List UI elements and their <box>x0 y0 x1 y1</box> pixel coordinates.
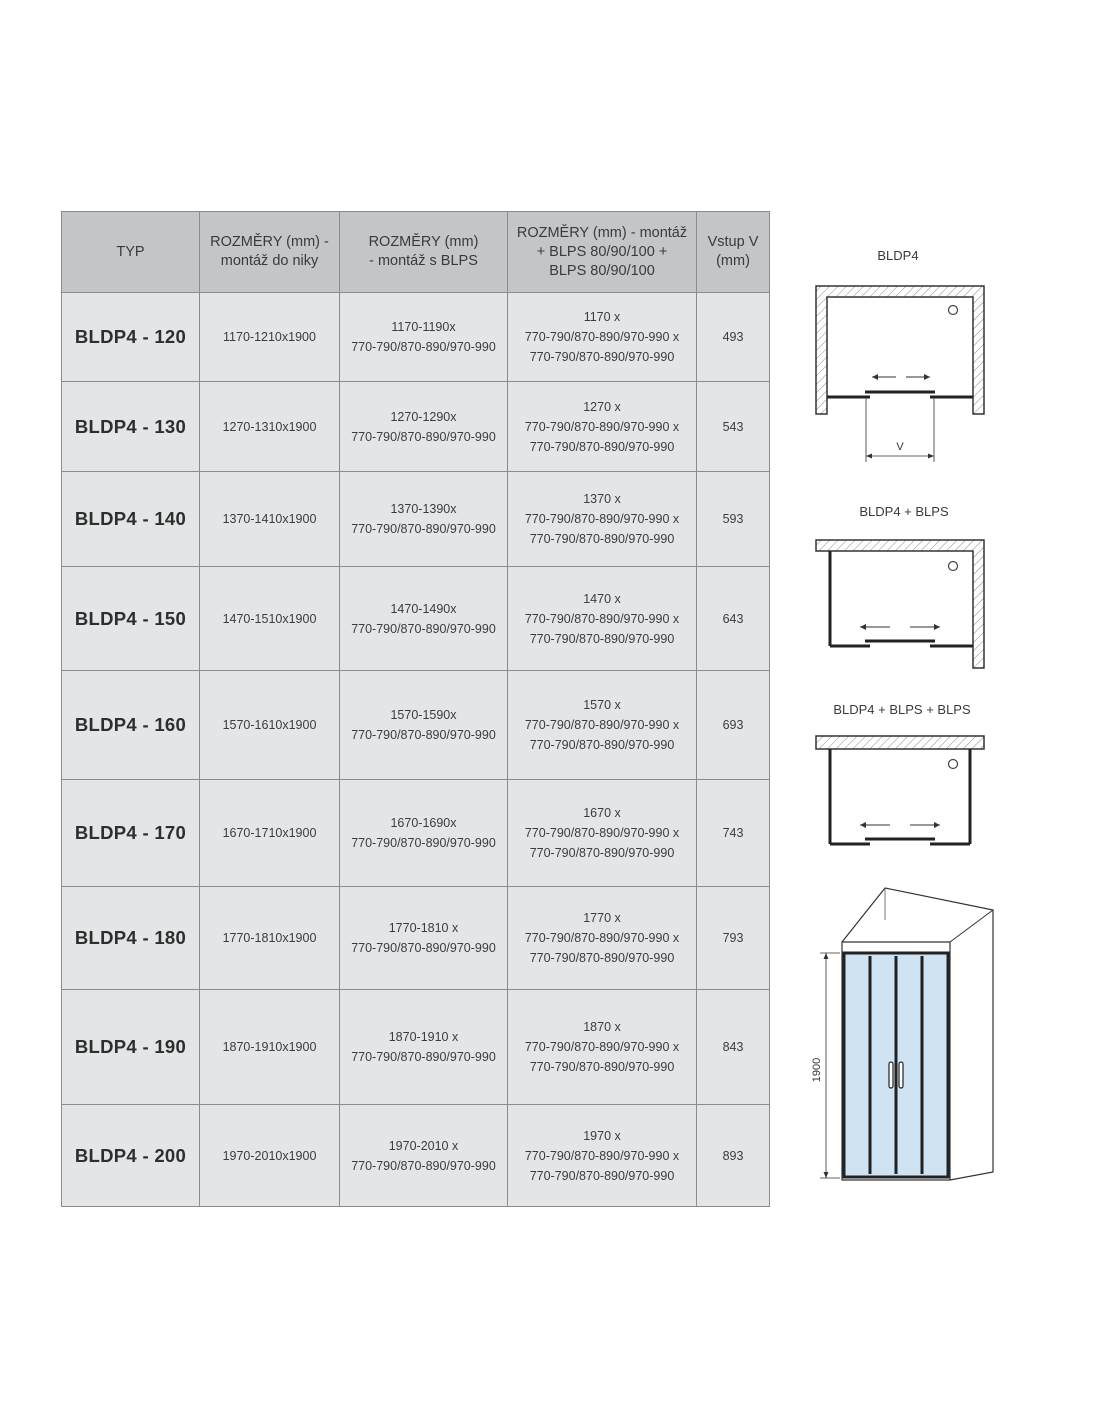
double-blps-size-cell-text: 1270 x <box>583 399 621 414</box>
niche-size-cell-text: 1270-1310x1900 <box>222 419 317 434</box>
double-blps-size-cell-text: 770-790/870-890/970-990 x <box>524 718 680 732</box>
double-blps-size-cell-text: 770-790/870-890/970-990 x <box>524 419 680 434</box>
double-blps-size-cell-text: 770-790/870-890/970-990 x <box>524 611 680 626</box>
blps-size-cell-text: 770-790/870-890/970-990 <box>351 621 496 636</box>
niche-size-cell <box>200 780 340 887</box>
blps-size-cell-text: 1770-1810 x <box>388 921 459 935</box>
niche-size-cell-text: 1470-1510x1900 <box>222 611 317 626</box>
niche-size-cell <box>200 887 340 990</box>
type-cell-text: BLDP4 - 130 <box>74 415 187 437</box>
blps-size-cell-text: 770-790/870-890/970-990 <box>351 340 496 354</box>
double-blps-size-cell-text: 770-790/870-890/970-990 <box>529 439 675 454</box>
type-cell-text: BLDP4 - 180 <box>74 927 187 948</box>
type-cell <box>62 382 200 472</box>
niche-size-cell <box>200 567 340 671</box>
column-header-1 <box>62 212 200 293</box>
blps-size-cell <box>340 1105 508 1207</box>
double-blps-size-cell-text: 770-790/870-890/970-990 <box>529 1168 675 1183</box>
blps-size-cell <box>340 293 508 382</box>
table-row <box>62 671 770 780</box>
entry-width-cell-text: 643 <box>722 611 744 626</box>
type-cell-text: BLDP4 - 120 <box>74 326 187 347</box>
niche-size-cell <box>200 990 340 1105</box>
plan2-shower-head-icon <box>949 562 958 571</box>
table-row <box>62 472 770 567</box>
blps-size-cell-text: 1470-1490x <box>390 601 457 616</box>
type-cell <box>62 1105 200 1207</box>
double-blps-size-cell-text: 1670 x <box>583 806 621 820</box>
header-text: (mm) <box>716 253 750 269</box>
niche-size-cell-text: 1170-1210x1900 <box>223 330 316 344</box>
table-row <box>62 1105 770 1207</box>
front-view-diagram <box>800 880 1000 1200</box>
plan1-wall <box>816 286 984 414</box>
header-text: montáž do niky <box>220 253 319 269</box>
blps-size-cell <box>340 780 508 887</box>
entry-width-cell-text: 543 <box>722 419 744 434</box>
niche-size-cell <box>200 1105 340 1207</box>
plan3-label: BLDP4 + BLPS + BLPS <box>833 702 971 717</box>
plan1-diagram <box>810 280 990 470</box>
blps-size-cell-text: 770-790/870-890/970-990 <box>351 1158 496 1173</box>
header-text: ROZMĚRY (mm) - <box>210 234 329 250</box>
blps-size-cell-text: 770-790/870-890/970-990 <box>351 522 496 536</box>
door-handle-right <box>899 1062 903 1088</box>
entry-width-cell <box>697 472 770 567</box>
blps-size-cell <box>340 671 508 780</box>
niche-size-cell-text: 1970-2010x1900 <box>222 1148 317 1163</box>
blps-size-cell-text: 1270-1290x <box>390 409 457 424</box>
header-text: ROZMĚRY (mm) - montáž <box>516 224 688 241</box>
double-blps-size-cell-text: 1570 x <box>583 698 621 712</box>
double-blps-size-cell <box>508 1105 697 1207</box>
double-blps-size-cell <box>508 382 697 472</box>
header-text: - montáž s BLPS <box>369 253 478 269</box>
niche-size-cell <box>200 472 340 567</box>
blps-size-cell-text: 770-790/870-890/970-990 <box>351 941 496 955</box>
double-blps-size-cell-text: 770-790/870-890/970-990 x <box>524 1040 680 1054</box>
niche-size-cell-text: 1370-1410x1900 <box>222 512 317 526</box>
table-row <box>62 780 770 887</box>
double-blps-size-cell <box>508 472 697 567</box>
double-blps-size-cell-text: 1470 x <box>583 591 621 606</box>
double-blps-size-cell <box>508 780 697 887</box>
blps-size-cell-text: 1670-1690x <box>390 816 457 830</box>
double-blps-size-cell <box>508 567 697 671</box>
column-header-3 <box>340 212 508 293</box>
double-blps-size-cell-text: 770-790/870-890/970-990 <box>529 846 675 860</box>
double-blps-size-cell-text: 770-790/870-890/970-990 x <box>524 1148 680 1163</box>
blps-size-cell-text: 1370-1390x <box>390 502 457 516</box>
entry-width-cell <box>697 780 770 887</box>
niche-size-cell-text: 1670-1710x1900 <box>222 826 317 840</box>
double-blps-size-cell-text: 1370 x <box>583 492 621 506</box>
entry-width-cell-text: 793 <box>722 931 744 945</box>
entry-width-cell <box>697 382 770 472</box>
double-blps-size-cell-text: 770-790/870-890/970-990 x <box>524 330 680 344</box>
double-blps-size-cell-text: 1770 x <box>583 911 621 925</box>
niche-size-cell <box>200 293 340 382</box>
double-blps-size-cell-text: 770-790/870-890/970-990 <box>529 738 675 752</box>
entry-width-cell <box>697 1105 770 1207</box>
double-blps-size-cell-text: 770-790/870-890/970-990 x <box>524 826 680 840</box>
type-cell <box>62 780 200 887</box>
type-cell-text: BLDP4 - 190 <box>74 1036 187 1057</box>
blps-size-cell-text: 1870-1910 x <box>388 1030 459 1044</box>
type-cell-text: BLDP4 - 160 <box>74 714 187 735</box>
height-dimension-label: 1900 <box>811 1057 823 1083</box>
plan3-shower-head-icon <box>949 760 958 769</box>
double-blps-size-cell <box>508 887 697 990</box>
type-cell-text: BLDP4 - 140 <box>74 508 187 529</box>
double-blps-size-cell-text: 770-790/870-890/970-990 x <box>524 512 680 526</box>
type-cell-text: BLDP4 - 200 <box>74 1144 187 1166</box>
header-text: BLPS 80/90/100 <box>549 262 655 279</box>
blps-size-cell <box>340 887 508 990</box>
plan2-wall <box>816 540 984 668</box>
type-cell <box>62 567 200 671</box>
type-cell-text: BLDP4 - 150 <box>74 607 187 629</box>
blps-size-cell <box>340 990 508 1105</box>
plan2-diagram <box>810 534 990 674</box>
table-row <box>62 887 770 990</box>
niche-size-cell-text: 1570-1610x1900 <box>222 718 317 732</box>
entry-width-cell-text: 593 <box>722 512 744 526</box>
entry-width-cell-text: 893 <box>722 1148 744 1163</box>
table-row <box>62 382 770 472</box>
blps-size-cell-text: 770-790/870-890/970-990 <box>351 1050 496 1064</box>
entry-width-cell-text: 493 <box>722 330 744 344</box>
table-row <box>62 990 770 1105</box>
type-cell <box>62 990 200 1105</box>
blps-size-cell-text: 1170-1190x <box>391 320 456 334</box>
plan1-shower-head-icon <box>949 306 958 315</box>
niche-size-cell-text: 1770-1810x1900 <box>222 931 317 945</box>
header-row <box>62 212 770 293</box>
header-text: TYP <box>116 243 145 260</box>
niche-size-cell-text: 1870-1910x1900 <box>222 1040 317 1054</box>
entry-width-cell-text: 743 <box>722 826 744 840</box>
entry-width-cell-text: 843 <box>722 1040 744 1054</box>
double-blps-size-cell-text: 770-790/870-890/970-990 <box>529 350 675 364</box>
plan3-wall <box>816 736 984 749</box>
column-header-4 <box>508 212 697 293</box>
column-header-5 <box>697 212 770 293</box>
plan1-label: BLDP4 <box>877 248 919 263</box>
blps-size-cell-text: 1970-2010 x <box>388 1138 459 1153</box>
blps-size-cell <box>340 567 508 671</box>
spec-table <box>61 211 770 1207</box>
blps-size-cell <box>340 382 508 472</box>
niche-size-cell <box>200 382 340 472</box>
double-blps-size-cell-text: 770-790/870-890/970-990 x <box>524 931 680 945</box>
double-blps-size-cell-text: 1870 x <box>583 1020 621 1034</box>
double-blps-size-cell <box>508 293 697 382</box>
double-blps-size-cell-text: 770-790/870-890/970-990 <box>529 951 675 965</box>
column-header-2 <box>200 212 340 293</box>
type-cell <box>62 472 200 567</box>
double-blps-size-cell <box>508 990 697 1105</box>
blps-size-cell-text: 770-790/870-890/970-990 <box>351 429 496 444</box>
double-blps-size-cell-text: 770-790/870-890/970-990 <box>529 532 675 546</box>
blps-size-cell-text: 770-790/870-890/970-990 <box>351 836 496 850</box>
door-handle-left <box>889 1062 893 1088</box>
double-blps-size-cell-text: 770-790/870-890/970-990 <box>529 631 675 646</box>
entry-width-cell <box>697 293 770 382</box>
double-blps-size-cell-text: 770-790/870-890/970-990 <box>529 1060 675 1074</box>
type-cell <box>62 293 200 382</box>
header-text: ROZMĚRY (mm) <box>368 234 479 250</box>
entry-width-cell-text: 693 <box>722 718 744 732</box>
header-text: Vstup V <box>707 234 759 250</box>
table-row <box>62 293 770 382</box>
entry-width-cell <box>697 990 770 1105</box>
header-text: + BLPS 80/90/100 + <box>536 243 668 260</box>
double-blps-size-cell-text: 1970 x <box>583 1128 621 1143</box>
double-blps-size-cell-text: 1170 x <box>583 310 621 324</box>
type-cell <box>62 671 200 780</box>
niche-size-cell <box>200 671 340 780</box>
plan3-diagram <box>810 732 990 862</box>
plan2-label: BLDP4 + BLPS <box>859 504 949 519</box>
entry-width-cell <box>697 567 770 671</box>
plan1-dimension-label: V <box>896 441 904 453</box>
table-row <box>62 567 770 671</box>
blps-size-cell-text: 770-790/870-890/970-990 <box>351 728 496 742</box>
blps-size-cell <box>340 472 508 567</box>
type-cell <box>62 887 200 990</box>
double-blps-size-cell <box>508 671 697 780</box>
entry-width-cell <box>697 887 770 990</box>
blps-size-cell-text: 1570-1590x <box>390 708 457 722</box>
entry-width-cell <box>697 671 770 780</box>
type-cell-text: BLDP4 - 170 <box>74 822 187 843</box>
